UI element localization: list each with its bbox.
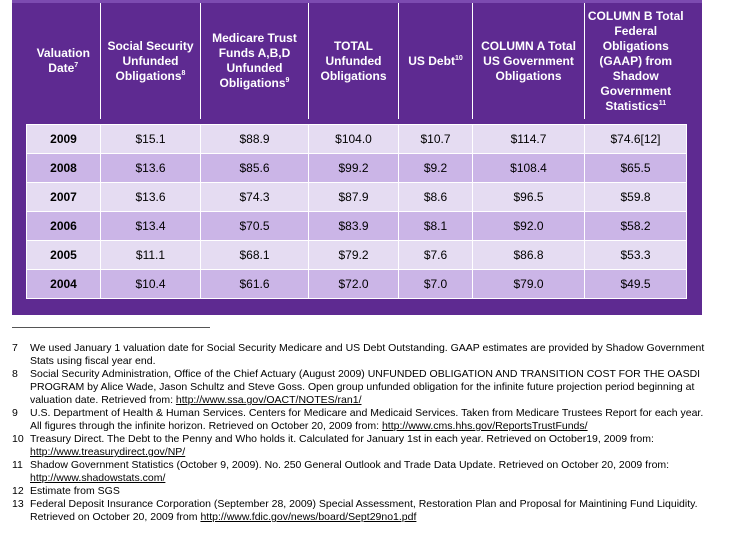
header-total-unfunded: TOTAL Unfunded Obligations	[309, 3, 399, 119]
footnotes	[12, 342, 712, 524]
cell: $83.9	[309, 212, 399, 241]
cell: $53.3	[585, 241, 687, 270]
header-column-b: COLUMN B Total Federal Obligations (GAAP) from Shadow Government Statistics$^{11}$	[585, 3, 687, 119]
cell: $8.6	[399, 183, 473, 212]
cell: $72.0	[309, 270, 399, 299]
cell-year: 2004	[27, 270, 101, 299]
header-column-a: COLUMN A Total US Government Obligations	[473, 3, 585, 119]
cell: $92.0	[473, 212, 585, 241]
cell: $49.5	[585, 270, 687, 299]
cell: $15.1	[101, 125, 201, 154]
cell: $99.2	[309, 154, 399, 183]
cell: $13.6	[101, 154, 201, 183]
table-row	[27, 183, 687, 212]
cell: $104.0	[309, 125, 399, 154]
table-row	[27, 154, 687, 183]
cell: $96.5	[473, 183, 585, 212]
cell: $85.6	[201, 154, 309, 183]
cell: $13.4	[101, 212, 201, 241]
footnote-10: 10 Treasury Direct. The Debt to the Penny and Who holds it. Calculated for January 1st in each year. Retrieved on October19, 2009 from: http://www.treasurydirect.gov/NP/	[12, 433, 654, 458]
cell: $10.4	[101, 270, 201, 299]
cell: $65.5	[585, 154, 687, 183]
table-row	[27, 212, 687, 241]
cell-year: 2006	[27, 212, 101, 241]
cell-year: 2007	[27, 183, 101, 212]
footnote-12: 12 Estimate from SGS	[12, 485, 120, 497]
footnote-divider	[12, 327, 210, 328]
footnote-7: 7 We used January 1 valuation date for Social Security Medicare and US Debt Outstanding. GAAP estimates are provided by Shadow Government Stats using fiscal year end.	[12, 342, 705, 367]
cell: $61.6	[201, 270, 309, 299]
footnote-link[interactable]: http://www.ssa.gov/OACT/NOTES/ran1/	[175, 394, 362, 406]
cell: $74.6[12]	[585, 125, 687, 154]
footnote-13: 13 Federal Deposit Insurance Corporation (September 28, 2009) Special Assessment, Restoration Plan and Proposal for Maintining Fund Liquidity. Retrieved on October 20, 2009 from http://www.fdic.gov/news/board/Sept29no1.pdf	[12, 498, 698, 523]
cell: $7.0	[399, 270, 473, 299]
cell: $68.1	[201, 241, 309, 270]
cell: $114.7	[473, 125, 585, 154]
cell: $9.2	[399, 154, 473, 183]
cell: $79.0	[473, 270, 585, 299]
header-valuation-date: Valuation Date$^7$	[27, 3, 101, 119]
footnote-link[interactable]: http://www.treasurydirect.gov/NP/	[30, 446, 186, 458]
cell: $74.3	[201, 183, 309, 212]
cell: $59.8	[585, 183, 687, 212]
cell: $88.9	[201, 125, 309, 154]
cell: $13.6	[101, 183, 201, 212]
table-row	[27, 241, 687, 270]
footnote-link[interactable]: http://www.cms.hhs.gov/ReportsTrustFunds/	[381, 420, 588, 432]
cell: $87.9	[309, 183, 399, 212]
obligations-table	[26, 3, 687, 299]
header-medicare: Medicare Trust Funds A,B,D Unfunded Obligations$^9$	[201, 3, 309, 119]
cell: $108.4	[473, 154, 585, 183]
footnote-8: 8 Social Security Administration, Office of the Chief Actuary (August 2009) UNFUNDED OBLIGATION AND TRANSITION COST FOR THE OASDI PROGRAM by Alice Wade, Jason Schultz and Steve Goss. Open group unfunded obligation for the infinite future projection period beginning at valuation date. Retrieved from: http://www.ssa.gov/OACT/NOTES/ran1/	[12, 368, 701, 406]
cell-year: 2009	[27, 125, 101, 154]
cell: $10.7	[399, 125, 473, 154]
cell-year: 2008	[27, 154, 101, 183]
cell-year: 2005	[27, 241, 101, 270]
footnote-link[interactable]: http://www.fdic.gov/news/board/Sept29no1.pdf	[200, 511, 417, 523]
cell: $86.8	[473, 241, 585, 270]
cell: $11.1	[101, 241, 201, 270]
header-social-security: Social Security Unfunded Obligations$^8$	[101, 3, 201, 119]
cell: $58.2	[585, 212, 687, 241]
cell: $70.5	[201, 212, 309, 241]
table-row	[27, 125, 687, 154]
header-row	[27, 3, 687, 119]
cell: $79.2	[309, 241, 399, 270]
header-us-debt: US Debt$^{10}$	[399, 3, 473, 119]
cell: $8.1	[399, 212, 473, 241]
table-row	[27, 270, 687, 299]
cell: $7.6	[399, 241, 473, 270]
footnote-9: 9 U.S. Department of Health & Human Services. Centers for Medicare and Medicaid Services. Taken from Medicare Trustees Report for each year. All figures through the infinite horizon. Retrieved on October 20, 2009 from: http://www.cms.hhs.gov/ReportsTrustFunds/	[12, 407, 704, 432]
footnote-11: 11 Shadow Government Statistics (October 9, 2009). No. 250 General Outlook and Trade Data Update. Retrieved on October 20, 2009 from: http://www.shadowstats.com/	[12, 459, 670, 484]
footnote-link[interactable]: http://www.shadowstats.com/	[30, 472, 166, 484]
